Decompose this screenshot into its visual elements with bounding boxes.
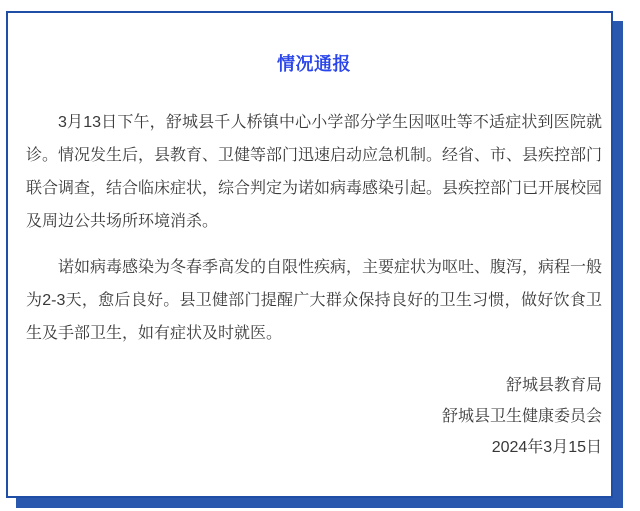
notice-date: 2024年3月15日 [491, 439, 602, 456]
notice-card [6, 11, 613, 498]
signature-agency-1: 舒城县教育局 [505, 377, 602, 394]
notice-paragraph-1: 3月13日下午，舒城县千人桥镇中心小学部分学生因呕吐等不适症状到医院就诊。情况发生后，县教育、卫健等部门迅速启动应急机制。经省、市、县疾控部门联合调查，结合临床症状，综合判定为诺如病毒感染引起。县疾控部门已开展校园及周边公共场所环境消杀。 [26, 114, 603, 230]
notice-paragraph-2: 诺如病毒感染为冬春季高发的自限性疾病，主要症状为呕吐、腹泻，病程一般为2-3天，愈后良好。县卫健部门提醒广大群众保持良好的卫生习惯，做好饮食卫生及手部卫生，如有症状及时就医。 [26, 259, 603, 342]
notice-title: 情况通报 [277, 54, 351, 74]
signature-agency-2: 舒城县卫生健康委员会 [441, 408, 602, 425]
signature-block [26, 370, 602, 463]
notice-body [26, 106, 602, 350]
